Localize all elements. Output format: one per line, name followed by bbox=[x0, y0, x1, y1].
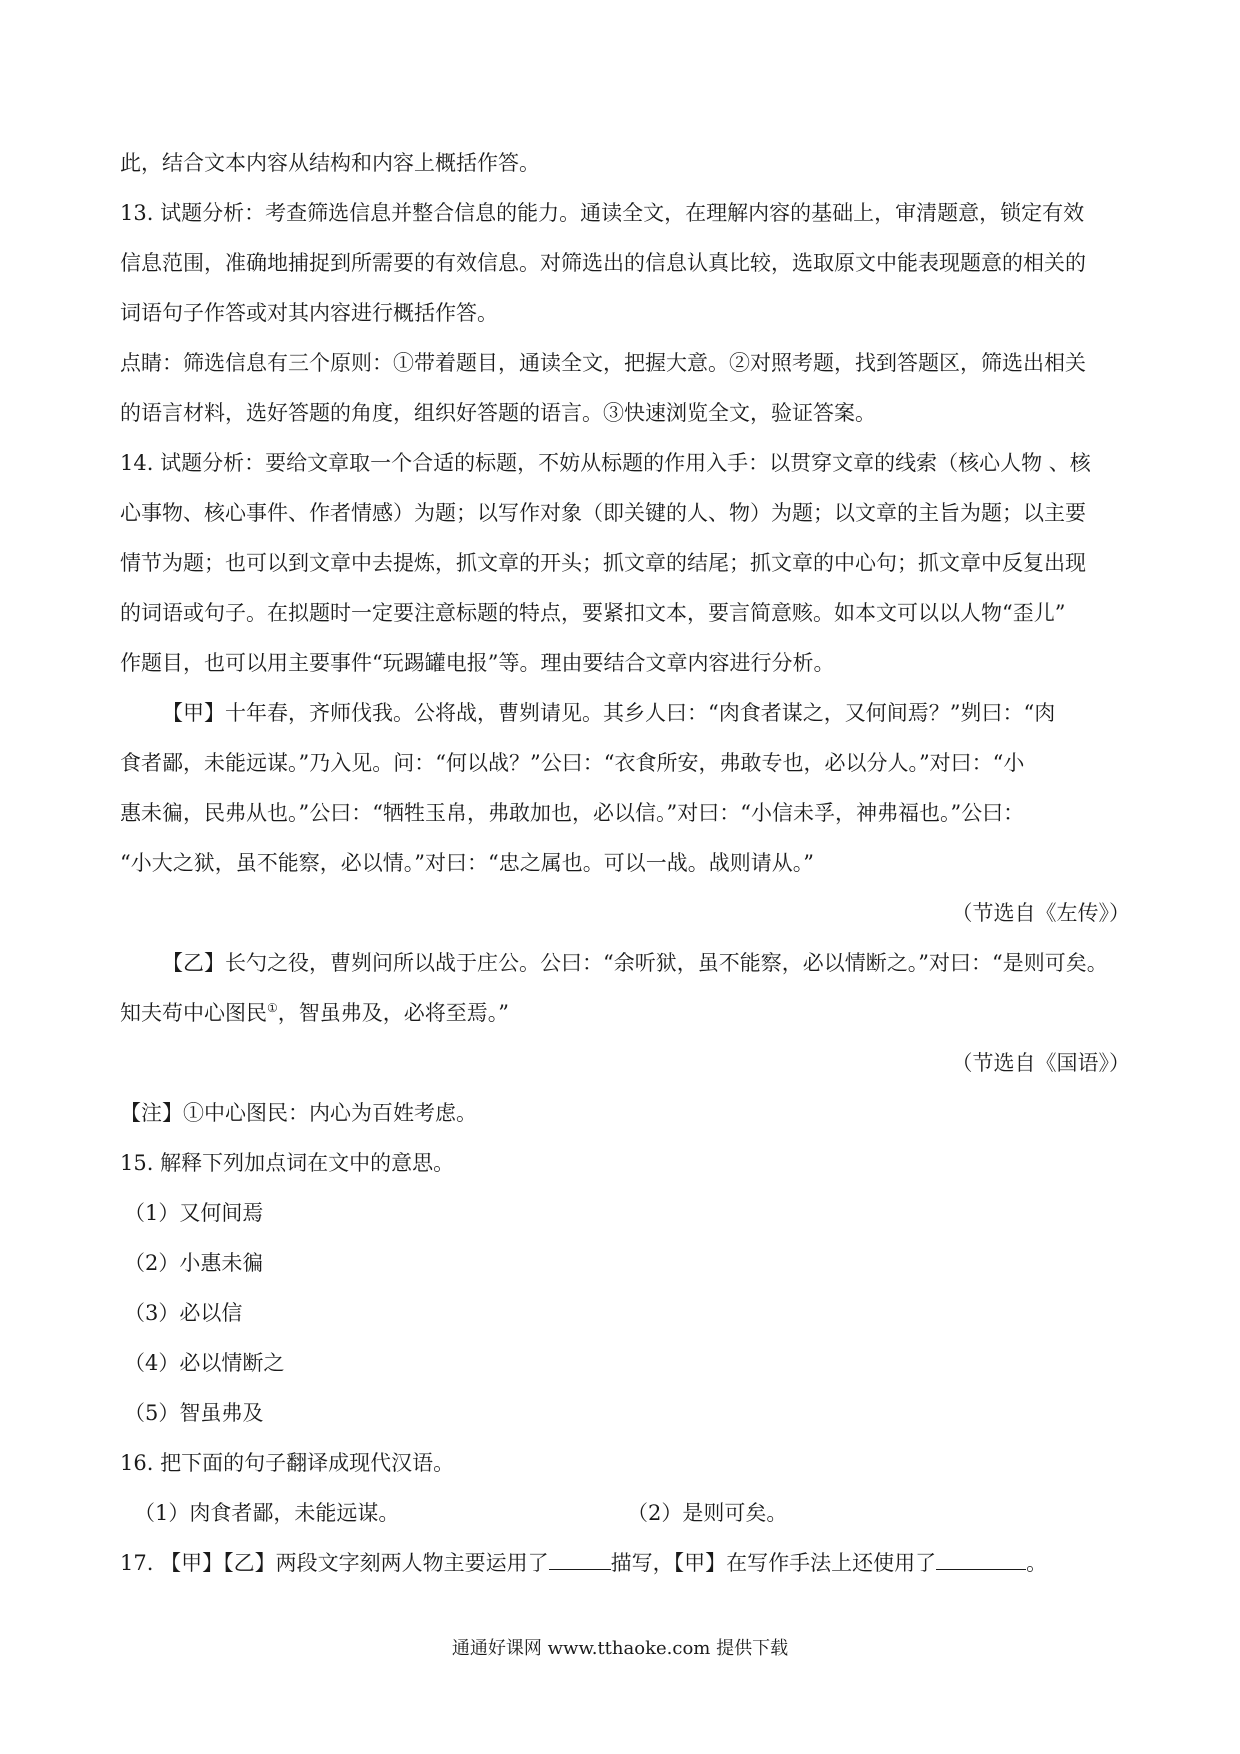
footnote-marker: ① bbox=[267, 1001, 278, 1015]
passage-yi-line: 【乙】长勺之役，曹刿问所以战于庄公。公曰：“余听狱，虽不能察，必以情断之。”对曰：“是则可矣。 bbox=[162, 951, 1108, 975]
question-16-items bbox=[120, 1488, 1130, 1538]
question-15-item: （4）必以情断之 bbox=[124, 1351, 285, 1375]
text-line: 的语言材料，选好答题的角度，组织好答题的语言。③快速浏览全文，验证答案。 bbox=[120, 401, 876, 425]
passage-jia-line: 【甲】十年春，齐师伐我。公将战，曹刿请见。其乡人曰：“肉食者谋之，又何间焉？”刿曰：“肉 bbox=[162, 701, 1056, 725]
text-line: 此，结合文本内容从结构和内容上概括作答。 bbox=[120, 151, 540, 175]
passage-yi-text: ，智虽弗及，必将至焉。” bbox=[277, 1001, 510, 1025]
source-guoyu: （节选自《国语》） bbox=[951, 1051, 1130, 1075]
source-zuozhuan: （节选自《左传》） bbox=[951, 901, 1130, 925]
question-15-item: （3）必以信 bbox=[124, 1301, 243, 1325]
question-13-line: 13. 试题分析：考查筛选信息并整合信息的能力。通读全文，在理解内容的基础上，审清题意，锁定有效 bbox=[120, 201, 1085, 225]
text-line: 信息范围，准确地捕捉到所需要的有效信息。对筛选出的信息认真比较，选取原文中能表现题意的相关的 bbox=[120, 251, 1086, 275]
answer-blank[interactable] bbox=[936, 1551, 1026, 1570]
passage-yi-line bbox=[120, 988, 1130, 1038]
passage-jia-line: 食者鄙，未能远谋。”乃入见。问：“何以战？”公曰：“衣食所安，弗敢专也，必以分人。”对曰：“小 bbox=[120, 751, 1025, 775]
page-footer: 通通好课网 www.tthaoke.com 提供下载 bbox=[451, 1638, 789, 1659]
text-line: 词语句子作答或对其内容进行概括作答。 bbox=[120, 301, 498, 325]
tip-line: 点睛：筛选信息有三个原则：①带着题目，通读全文，把握大意。②对照考题，找到答题区，筛选出相关 bbox=[120, 351, 1086, 375]
question-16-item: （2）是则可矣。 bbox=[627, 1501, 788, 1525]
question-14-line: 14. 试题分析：要给文章取一个合适的标题，不妨从标题的作用入手：以贯穿文章的线索（核心人物 、核 bbox=[120, 451, 1091, 475]
question-17-text: 17. 【甲】【乙】两段文字刻两人物主要运用了 bbox=[120, 1551, 549, 1575]
text-line: 作题目，也可以用主要事件“玩踢罐电报”等。理由要结合文章内容进行分析。 bbox=[120, 651, 835, 675]
text-line: 的词语或句子。在拟题时一定要注意标题的特点，要紧扣文本，要言简意赅。如本文可以以人物“歪儿” bbox=[120, 601, 1066, 625]
passage-jia-line: “小大之狱，虽不能察，必以情。”对曰：“忠之属也。可以一战。战则请从。” bbox=[120, 851, 814, 875]
question-17-text: 。 bbox=[1026, 1551, 1048, 1575]
question-15-item: （1）又何间焉 bbox=[124, 1201, 264, 1225]
question-17-text: 描写，【甲】在写作手法上还使用了 bbox=[610, 1551, 937, 1575]
footnote: 【注】①中心图民：内心为百姓考虑。 bbox=[120, 1101, 477, 1125]
question-15-item: （5）智虽弗及 bbox=[124, 1401, 264, 1425]
text-line: 情节为题；也可以到文章中去提炼，抓文章的开头；抓文章的结尾；抓文章的中心句；抓文章中反复出现 bbox=[120, 551, 1086, 575]
question-15-item: （2）小惠未徧 bbox=[124, 1251, 264, 1275]
question-16: 16. 把下面的句子翻译成现代汉语。 bbox=[120, 1451, 455, 1475]
passage-yi-text: 知夫苟中心图民 bbox=[120, 1001, 267, 1025]
document-body bbox=[120, 138, 1130, 1588]
passage-jia-line: 惠未徧，民弗从也。”公曰：“牺牲玉帛，弗敢加也，必以信。”对曰：“小信未孚，神弗福也。”公曰： bbox=[120, 801, 1025, 825]
question-16-item: （1）肉食者鄙，未能远谋。 bbox=[134, 1501, 400, 1525]
question-15: 15. 解释下列加点词在文中的意思。 bbox=[120, 1151, 455, 1175]
answer-blank[interactable] bbox=[549, 1551, 611, 1570]
question-17 bbox=[120, 1538, 1130, 1588]
text-line: 心事物、核心事件、作者情感）为题；以写作对象（即关键的人、物）为题；以文章的主旨为题；以主要 bbox=[120, 501, 1086, 525]
